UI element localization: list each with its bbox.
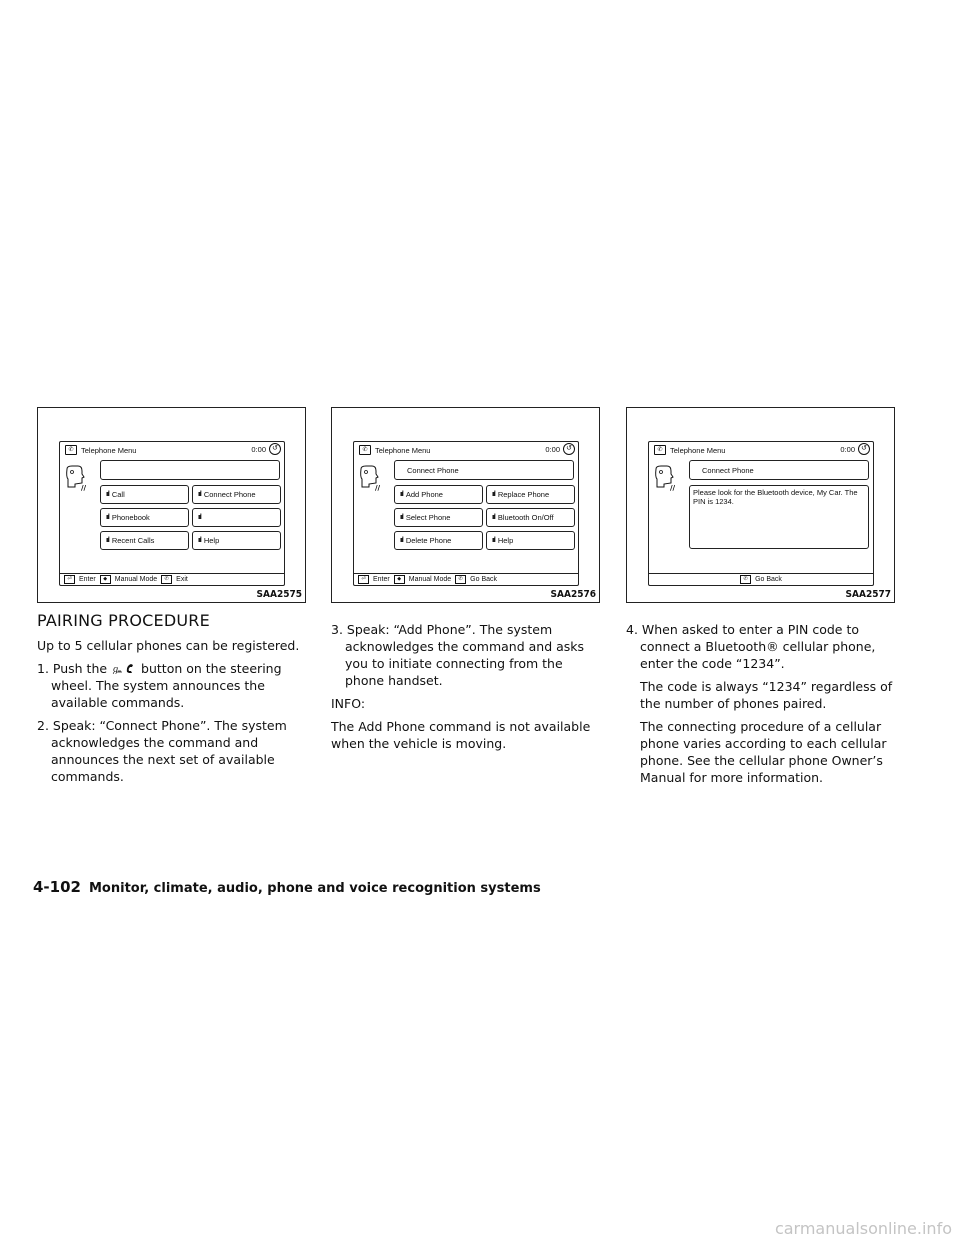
phone-icon: ✆ [740, 575, 751, 584]
help-button[interactable]: ııl Help [486, 531, 575, 550]
pin-message-box: Please look for the Bluetooth device, My Car. The PIN is 1234. [689, 485, 869, 549]
screen-title: Telephone Menu [670, 445, 726, 455]
voice-head-icon [65, 465, 91, 491]
figure-saa2577 [626, 407, 895, 603]
connect-phone-button[interactable]: ııl Connect Phone [192, 485, 281, 504]
call-button[interactable]: ııl Call [100, 485, 189, 504]
telephone-menu-screen [648, 441, 874, 586]
help-button[interactable]: ııl Help [192, 531, 281, 550]
screen-title: Telephone Menu [375, 445, 431, 455]
column-1 [37, 612, 309, 791]
replace-phone-button[interactable]: ııl Replace Phone [486, 485, 575, 504]
voice-icon: ııl [492, 537, 495, 544]
phonebook-button[interactable]: ııl Phonebook [100, 508, 189, 527]
column-2 [331, 621, 603, 758]
voice-icon: ııl [106, 491, 109, 498]
select-phone-button[interactable]: ııl Select Phone [394, 508, 483, 527]
svg-text://: // [375, 484, 381, 491]
phone-icon: ✆ [455, 575, 466, 584]
enter-icon: ⏎ [358, 575, 369, 584]
step-1: 1. Push the ℊ button on the steering wheel. The system announces the available commands. [37, 661, 282, 710]
empty-button[interactable] [192, 508, 281, 527]
delete-phone-button[interactable]: ııl Delete Phone [394, 531, 483, 550]
info-label: INFO: [331, 696, 366, 711]
info-text: The Add Phone command is not available when the vehicle is moving. [331, 719, 591, 751]
voice-icon: ııl [492, 514, 495, 521]
page-footer [33, 878, 541, 896]
voice-icon: ııl [198, 514, 201, 521]
phone-icon: ✆ [161, 575, 172, 584]
voice-icon: ııl [106, 537, 109, 544]
phone-icon: ✆ [65, 445, 77, 455]
voice-icon: ııl [400, 537, 403, 544]
telephone-menu-screen [59, 441, 285, 586]
figure-caption: SAA2577 [845, 589, 891, 600]
command-display-box [100, 460, 280, 480]
enter-icon: ⏎ [64, 575, 75, 584]
phone-icon: ✆ [359, 445, 371, 455]
step-2: 2. Speak: “Connect Phone”. The system acknowledges the command and announces the next set of available commands. [37, 718, 287, 784]
figure-saa2576 [331, 407, 600, 603]
page-number: 4-102 [33, 878, 81, 896]
steering-phone-button-icon [111, 662, 137, 674]
voice-head-icon [654, 465, 680, 491]
call-timer: 0:00 [251, 445, 266, 454]
screen-footer: ✆ Go Back [649, 573, 873, 585]
telephone-menu-screen [353, 441, 579, 586]
command-display-box: Connect Phone [689, 460, 869, 480]
back-icon[interactable]: ↺ [563, 443, 575, 455]
phone-icon: ✆ [654, 445, 666, 455]
intro-text: Up to 5 cellular phones can be registered. [37, 638, 300, 653]
step-4: 4. When asked to enter a PIN code to connect a Bluetooth® cellular phone, enter the code “1234”. [626, 622, 876, 671]
svg-text:ℊ: ℊ [111, 665, 121, 674]
voice-icon: ııl [198, 491, 201, 498]
voice-head-icon [359, 465, 385, 491]
section-title: Monitor, climate, audio, phone and voice recognition systems [88, 881, 541, 896]
procedure-note: The connecting procedure of a cellular phone varies according to each cellular phone. See the cellular phone Owner’s Manual for more information. [640, 719, 887, 785]
screen-footer: ⏎ Enter ◆ Manual Mode ✆ Go Back [354, 573, 578, 585]
manual-mode-icon: ◆ [394, 575, 405, 584]
pin-note: The code is always “1234” regardless of the number of phones paired. [640, 679, 893, 711]
back-icon[interactable]: ↺ [269, 443, 281, 455]
figure-caption: SAA2576 [550, 589, 596, 600]
call-timer: 0:00 [545, 445, 560, 454]
voice-icon: ııl [106, 514, 109, 521]
section-heading: PAIRING PROCEDURE [37, 611, 210, 630]
back-icon[interactable]: ↺ [858, 443, 870, 455]
column-3 [626, 621, 896, 792]
step-3: 3. Speak: “Add Phone”. The system acknowledges the command and asks you to initiate connecting from the phone handset. [331, 622, 585, 688]
add-phone-button[interactable]: ııl Add Phone [394, 485, 483, 504]
manual-mode-icon: ◆ [100, 575, 111, 584]
screen-footer: ⏎ Enter ◆ Manual Mode ✆ Exit [60, 573, 284, 585]
command-display-box: Connect Phone [394, 460, 574, 480]
svg-text://: // [670, 484, 676, 491]
watermark[interactable]: carmanualsonline.info [774, 1219, 952, 1238]
figure-saa2575 [37, 407, 306, 603]
bluetooth-toggle-button[interactable]: ııl Bluetooth On/Off [486, 508, 575, 527]
voice-icon: ııl [492, 491, 495, 498]
call-timer: 0:00 [840, 445, 855, 454]
voice-icon: ııl [400, 491, 403, 498]
recent-calls-button[interactable]: ııl Recent Calls [100, 531, 189, 550]
voice-icon: ııl [198, 537, 201, 544]
screen-title: Telephone Menu [81, 445, 137, 455]
voice-icon: ııl [400, 514, 403, 521]
svg-text://: // [81, 484, 87, 491]
figure-caption: SAA2575 [256, 589, 302, 600]
